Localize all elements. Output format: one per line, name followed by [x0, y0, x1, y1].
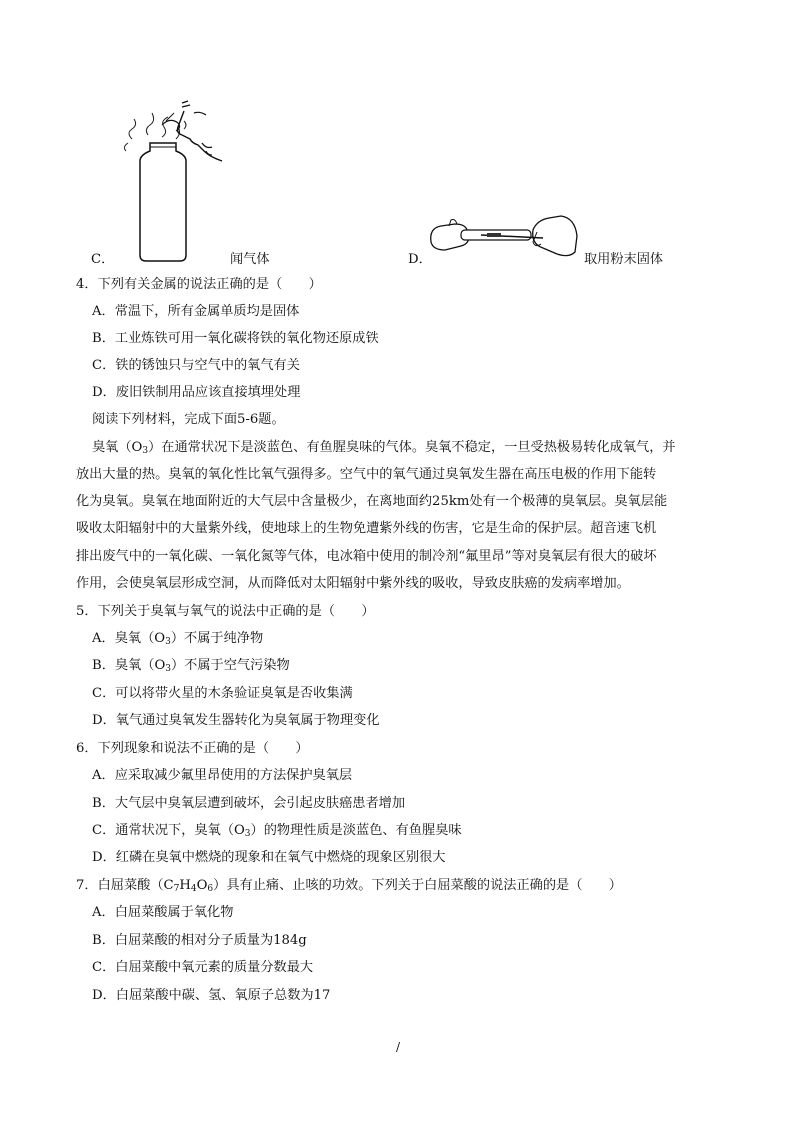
- page-number: /: [396, 1040, 401, 1054]
- passage-line-5: 排出废气中的一氧化碳、一氧化氮等气体，电冰箱中使用的制冷剂“氟里昂”等对臭氧层有很大的破坏: [76, 549, 657, 564]
- passage-line-3: 化为臭氧。臭氧在地面附近的大气层中含量极少，在离地面约25km处有一个极薄的臭氧层。臭氧层能: [76, 494, 668, 509]
- question-5-option-c: C．可以将带火星的木条验证臭氧是否收集满: [92, 686, 353, 701]
- option-c-caption: 闻气体: [230, 252, 270, 267]
- question-6-option-a: A．应采取减少氟里昂使用的方法保护臭氧层: [92, 768, 353, 783]
- question-4-stem: 4．下列有关金属的说法正确的是（ ）: [76, 277, 322, 292]
- question-7-stem: 7．白屈菜酸$(C_7H_4O_6)$具有止痛、止咳的功效。下列关于白屈菜酸的说法正确的是（ ）: [76, 878, 622, 894]
- option-c-label: C．: [91, 252, 115, 267]
- passage-line-6: 作用，会使臭氧层形成空洞，从而降低对太阳辐射中紫外线的吸收，导致皮肤癌的发病率增加。: [76, 576, 630, 591]
- question-6-option-b: B．大气层中臭氧层遭到破坏，会引起皮肤癌患者增加: [92, 796, 406, 811]
- question-5-option-b: B．臭氧$(O_3)$不属于空气污染物: [92, 658, 290, 674]
- question-7-option-c: C．白屈菜酸中氧元素的质量分数最大: [92, 960, 314, 975]
- question-7-option-d: D．白屈菜酸中碳、氢、氧原子总数为17: [92, 988, 331, 1003]
- gas-bottle-smelling-illustration: [118, 95, 248, 265]
- question-6-option-d: D．红磷在臭氧中燃烧的现象和在氧气中燃烧的现象区别很大: [92, 850, 446, 865]
- question-5-stem: 5．下列关于臭氧与氧气的说法中正确的是（ ）: [76, 604, 375, 619]
- question-4-option-c: C．铁的锈蚀只与空气中的氧气有关: [92, 358, 300, 373]
- powder-test-tube-illustration: [425, 208, 585, 268]
- passage-line-4: 吸收太阳辐射中的大量紫外线，使地球上的生物免遭紫外线的伤害，它是生命的保护层。超音速飞机: [76, 521, 657, 536]
- question-6-option-c: C．通常状况下，臭氧$(O_3)$的物理性质是淡蓝色、有鱼腥臭味: [92, 823, 462, 839]
- passage-line-2: 放出大量的热。臭氧的氧化性比氧气强得多。空气中的氧气通过臭氧发生器在高压电极的作用下能转: [76, 467, 657, 482]
- question-6-stem: 6．下列现象和说法不正确的是（ ）: [76, 741, 309, 756]
- question-5-option-a: A．臭氧$(O_3)$不属于纯净物: [92, 631, 264, 647]
- option-d-label: D．: [408, 252, 432, 267]
- reading-intro: 阅读下列材料，完成下面5-6题。: [92, 412, 285, 427]
- question-7-option-b: B．白屈菜酸的相对分子质量为184g: [92, 933, 307, 948]
- option-d-caption: 取用粉末固体: [584, 252, 664, 267]
- question-4-option-b: B．工业炼铁可用一氧化碳将铁的氧化物还原成铁: [92, 331, 379, 346]
- question-7-option-a: A．白屈菜酸属于氧化物: [92, 905, 234, 920]
- question-4-option-a: A．常温下，所有金属单质均是固体: [92, 304, 300, 319]
- question-5-option-d: D．氧气通过臭氧发生器转化为臭氧属于物理变化: [92, 713, 380, 728]
- question-4-option-d: D．废旧铁制用品应该直接填埋处理: [92, 385, 301, 400]
- passage-line-1: 臭氧$(O_3)$在通常状况下是淡蓝色、有鱼腥臭味的气体。臭氧不稳定，一旦受热极易转化成氧气，并: [92, 440, 676, 456]
